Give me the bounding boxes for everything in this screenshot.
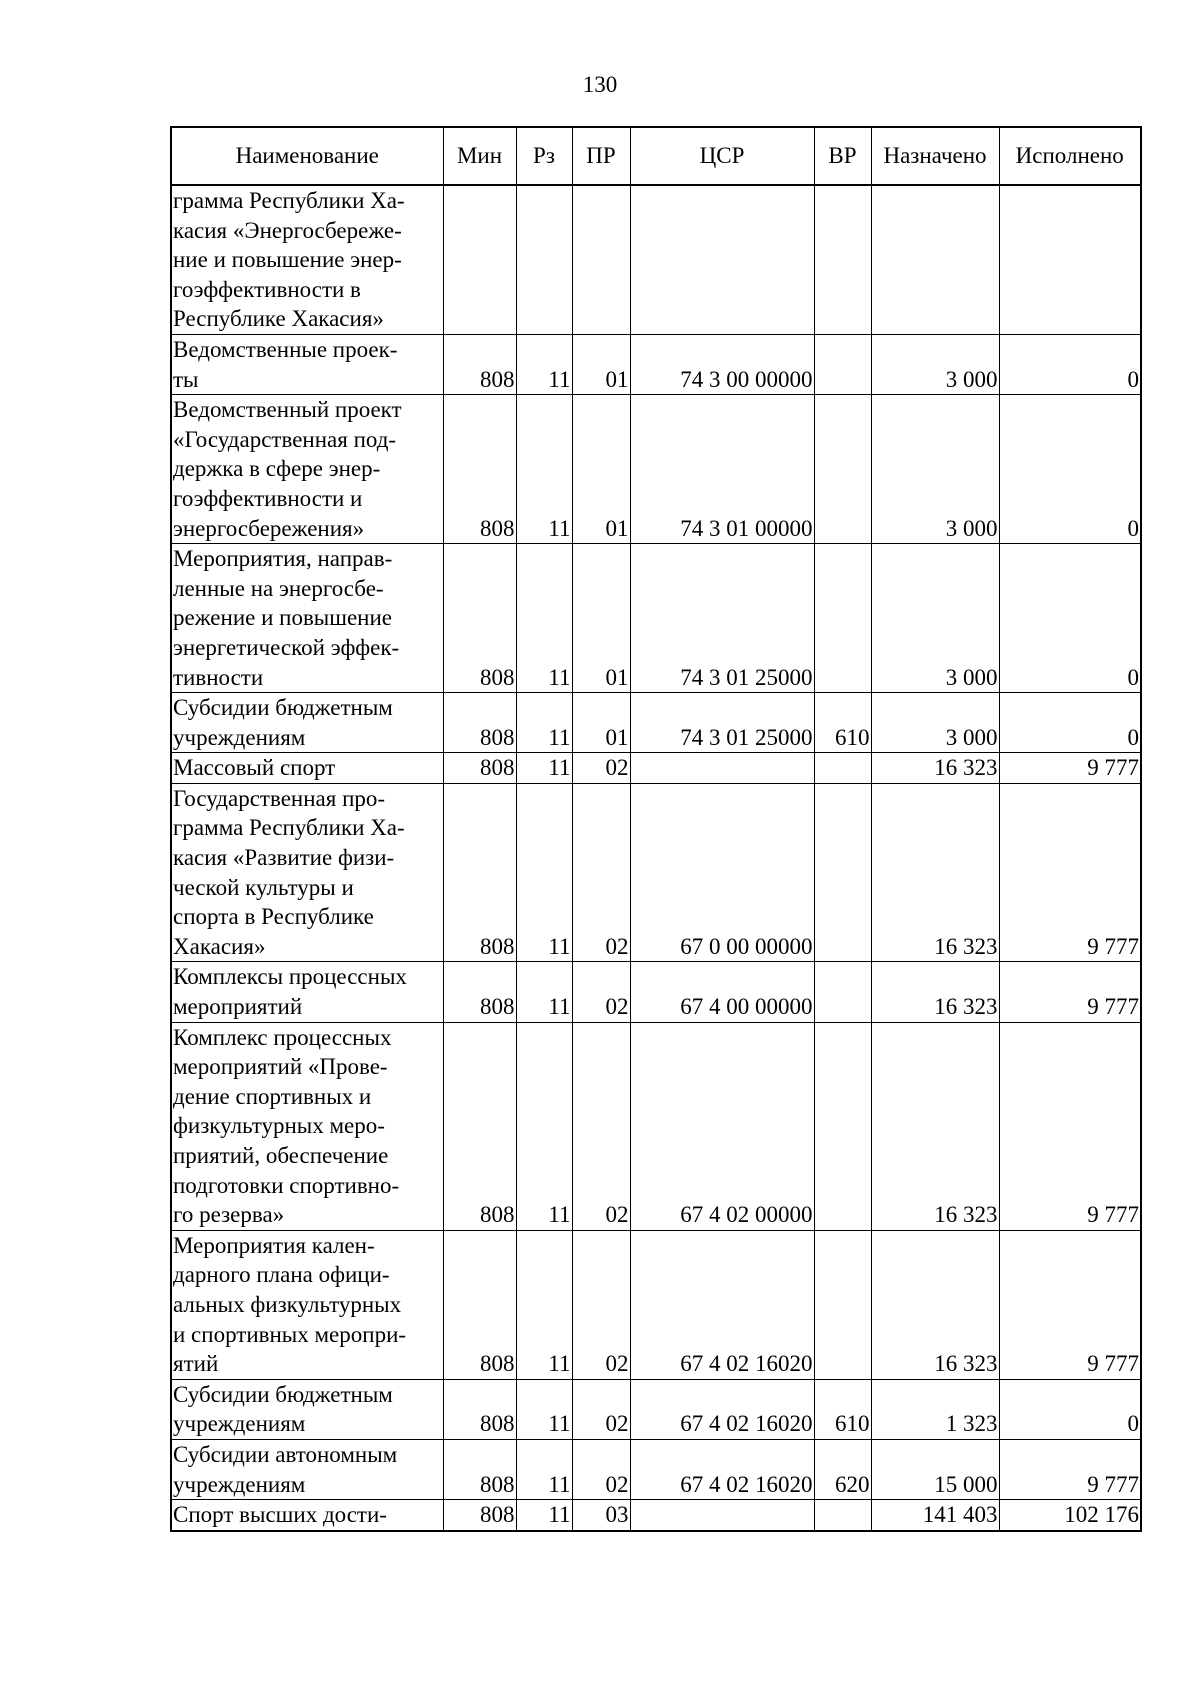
cell-csr: 67 4 00 00000 bbox=[630, 962, 814, 1022]
name-line: и спортивных меропри- bbox=[173, 1321, 407, 1347]
cell-assigned: 15 000 bbox=[871, 1439, 999, 1499]
name-line: физкультурных меро- bbox=[173, 1113, 385, 1139]
table-header-row bbox=[171, 127, 1141, 185]
cell-pr: 02 bbox=[572, 783, 630, 962]
name-line: учреждениям bbox=[173, 724, 306, 750]
name-line: Спорт высших дости- bbox=[173, 1502, 387, 1528]
cell-vr bbox=[814, 334, 871, 394]
cell-name bbox=[171, 753, 443, 784]
cell-min: 808 bbox=[443, 334, 516, 394]
name-line: ятий bbox=[173, 1351, 219, 1377]
cell-vr bbox=[814, 185, 871, 334]
cell-name bbox=[171, 1439, 443, 1499]
cell-pr: 01 bbox=[572, 693, 630, 753]
name-line: учреждениям bbox=[173, 1411, 306, 1437]
cell-min: 808 bbox=[443, 783, 516, 962]
cell-min: 808 bbox=[443, 395, 516, 544]
name-line: ние и повышение энер- bbox=[173, 247, 402, 273]
name-line: Субсидии автономным bbox=[173, 1441, 398, 1467]
cell-vr bbox=[814, 1500, 871, 1531]
cell-executed: 0 bbox=[999, 693, 1141, 753]
name-line: тивности bbox=[173, 664, 264, 690]
cell-name bbox=[171, 783, 443, 962]
name-line: Ведомственный проект bbox=[173, 397, 402, 423]
cell-assigned: 3 000 bbox=[871, 544, 999, 693]
cell-vr bbox=[814, 395, 871, 544]
table-row bbox=[171, 334, 1141, 394]
cell-pr: 02 bbox=[572, 1230, 630, 1379]
cell-csr bbox=[630, 185, 814, 334]
cell-executed: 9 777 bbox=[999, 783, 1141, 962]
name-line: грамма Республики Ха- bbox=[173, 815, 405, 841]
cell-name bbox=[171, 693, 443, 753]
name-line: Массовый спорт bbox=[173, 755, 336, 781]
page-number: 130 bbox=[582, 72, 618, 97]
cell-vr bbox=[814, 544, 871, 693]
cell-min: 808 bbox=[443, 753, 516, 784]
name-line: Комплексы процессных bbox=[173, 964, 407, 990]
cell-vr bbox=[814, 962, 871, 1022]
header-min: Мин bbox=[443, 127, 516, 185]
cell-executed: 0 bbox=[999, 544, 1141, 693]
cell-assigned: 16 323 bbox=[871, 962, 999, 1022]
cell-vr: 620 bbox=[814, 1439, 871, 1499]
cell-vr bbox=[814, 783, 871, 962]
cell-rz: 11 bbox=[516, 783, 572, 962]
cell-min: 808 bbox=[443, 544, 516, 693]
cell-min: 808 bbox=[443, 1022, 516, 1230]
cell-min: 808 bbox=[443, 693, 516, 753]
cell-rz: 11 bbox=[516, 962, 572, 1022]
table-row bbox=[171, 753, 1141, 784]
name-line: альных физкультурных bbox=[173, 1291, 402, 1317]
name-line: мероприятий «Прове- bbox=[173, 1054, 388, 1080]
name-line: ленные на энергосбе- bbox=[173, 575, 384, 601]
cell-rz: 11 bbox=[516, 1230, 572, 1379]
cell-name bbox=[171, 544, 443, 693]
name-line: приятий, обеспечение bbox=[173, 1143, 389, 1168]
name-line: гоэффективности в bbox=[173, 276, 361, 302]
cell-executed: 0 bbox=[999, 1379, 1141, 1439]
table-row bbox=[171, 395, 1141, 544]
cell-csr: 74 3 01 25000 bbox=[630, 544, 814, 693]
cell-assigned: 16 323 bbox=[871, 1022, 999, 1230]
name-line: держка в сфере энер- bbox=[173, 456, 381, 482]
name-line: го резерва» bbox=[173, 1202, 285, 1228]
cell-vr bbox=[814, 753, 871, 784]
cell-pr: 02 bbox=[572, 1379, 630, 1439]
cell-vr: 610 bbox=[814, 1379, 871, 1439]
name-line: учреждениям bbox=[173, 1471, 306, 1497]
cell-executed: 102 176 bbox=[999, 1500, 1141, 1531]
cell-executed: 9 777 bbox=[999, 1230, 1141, 1379]
cell-rz: 11 bbox=[516, 693, 572, 753]
header-name: Наименование bbox=[171, 127, 443, 185]
name-line: мероприятий bbox=[173, 994, 303, 1020]
cell-csr: 74 3 01 00000 bbox=[630, 395, 814, 544]
name-line: дение спортивных и bbox=[173, 1083, 372, 1109]
cell-assigned: 3 000 bbox=[871, 395, 999, 544]
cell-executed: 0 bbox=[999, 395, 1141, 544]
name-line: Комплекс процессных bbox=[173, 1024, 392, 1050]
cell-min bbox=[443, 185, 516, 334]
cell-csr: 74 3 01 25000 bbox=[630, 693, 814, 753]
cell-executed: 9 777 bbox=[999, 962, 1141, 1022]
name-line: Субсидии бюджетным bbox=[173, 1381, 393, 1407]
cell-pr: 02 bbox=[572, 962, 630, 1022]
cell-name bbox=[171, 1022, 443, 1230]
cell-csr: 74 3 00 00000 bbox=[630, 334, 814, 394]
cell-rz bbox=[516, 185, 572, 334]
cell-assigned: 16 323 bbox=[871, 783, 999, 962]
cell-assigned: 16 323 bbox=[871, 753, 999, 784]
table-row bbox=[171, 1022, 1141, 1230]
name-line: Субсидии бюджетным bbox=[173, 695, 393, 721]
name-line: спорта в Республике bbox=[173, 904, 374, 930]
name-line: грамма Республики Ха- bbox=[173, 188, 405, 213]
cell-assigned: 3 000 bbox=[871, 693, 999, 753]
cell-name bbox=[171, 1230, 443, 1379]
cell-name bbox=[171, 395, 443, 544]
name-line: касия «Энергосбереже- bbox=[173, 217, 402, 243]
cell-min: 808 bbox=[443, 1439, 516, 1499]
name-line: Мероприятия, направ- bbox=[173, 546, 393, 572]
header-vr: ВР bbox=[814, 127, 871, 185]
table-row bbox=[171, 783, 1141, 962]
name-line: ты bbox=[173, 366, 199, 392]
table-row bbox=[171, 1439, 1141, 1499]
cell-executed bbox=[999, 185, 1141, 334]
cell-vr: 610 bbox=[814, 693, 871, 753]
cell-csr: 67 4 02 16020 bbox=[630, 1230, 814, 1379]
cell-executed: 9 777 bbox=[999, 753, 1141, 784]
name-line: энергосбережения» bbox=[173, 515, 365, 541]
cell-rz: 11 bbox=[516, 1500, 572, 1531]
cell-csr: 67 4 02 16020 bbox=[630, 1439, 814, 1499]
cell-min: 808 bbox=[443, 1500, 516, 1531]
table-row bbox=[171, 1379, 1141, 1439]
cell-assigned: 141 403 bbox=[871, 1500, 999, 1531]
cell-name bbox=[171, 962, 443, 1022]
cell-csr bbox=[630, 1500, 814, 1531]
cell-rz: 11 bbox=[516, 395, 572, 544]
cell-csr: 67 0 00 00000 bbox=[630, 783, 814, 962]
cell-csr: 67 4 02 00000 bbox=[630, 1022, 814, 1230]
cell-min: 808 bbox=[443, 1379, 516, 1439]
table-row bbox=[171, 544, 1141, 693]
cell-pr: 01 bbox=[572, 334, 630, 394]
cell-pr: 03 bbox=[572, 1500, 630, 1531]
cell-executed: 9 777 bbox=[999, 1022, 1141, 1230]
cell-vr bbox=[814, 1230, 871, 1379]
cell-pr: 02 bbox=[572, 753, 630, 784]
table-body bbox=[171, 185, 1141, 1531]
table-row bbox=[171, 962, 1141, 1022]
name-line: гоэффективности и bbox=[173, 485, 363, 511]
cell-rz: 11 bbox=[516, 1022, 572, 1230]
cell-assigned: 16 323 bbox=[871, 1230, 999, 1379]
cell-assigned bbox=[871, 185, 999, 334]
table-row bbox=[171, 1230, 1141, 1379]
table-row bbox=[171, 1500, 1141, 1531]
name-line: Ведомственные проек- bbox=[173, 336, 398, 362]
cell-rz: 11 bbox=[516, 544, 572, 693]
header-assigned: Назначено bbox=[871, 127, 999, 185]
cell-rz: 11 bbox=[516, 1439, 572, 1499]
cell-pr: 02 bbox=[572, 1022, 630, 1230]
name-line: подготовки спортивно- bbox=[173, 1172, 400, 1198]
cell-assigned: 3 000 bbox=[871, 334, 999, 394]
name-line: Мероприятия кален- bbox=[173, 1232, 375, 1258]
cell-rz: 11 bbox=[516, 753, 572, 784]
cell-executed: 0 bbox=[999, 334, 1141, 394]
cell-name bbox=[171, 1500, 443, 1531]
cell-pr bbox=[572, 185, 630, 334]
cell-pr: 02 bbox=[572, 1439, 630, 1499]
cell-rz: 11 bbox=[516, 1379, 572, 1439]
name-line: Государственная про- bbox=[173, 785, 386, 811]
header-csr: ЦСР bbox=[630, 127, 814, 185]
cell-name bbox=[171, 1379, 443, 1439]
budget-table bbox=[170, 126, 1142, 1532]
name-line: ческой культуры и bbox=[173, 874, 354, 900]
name-line: дарного плана офици- bbox=[173, 1262, 390, 1288]
table-row bbox=[171, 693, 1141, 753]
cell-csr bbox=[630, 753, 814, 784]
cell-pr: 01 bbox=[572, 544, 630, 693]
cell-executed: 9 777 bbox=[999, 1439, 1141, 1499]
name-line: Хакасия» bbox=[173, 933, 266, 959]
cell-vr bbox=[814, 1022, 871, 1230]
name-line: энергетической эффек- bbox=[173, 634, 400, 660]
header-rz: Рз bbox=[516, 127, 572, 185]
name-line: Республике Хакасия» bbox=[173, 306, 384, 332]
cell-min: 808 bbox=[443, 1230, 516, 1379]
header-pr: ПР bbox=[572, 127, 630, 185]
cell-csr: 67 4 02 16020 bbox=[630, 1379, 814, 1439]
table-row bbox=[171, 185, 1141, 334]
name-line: «Государственная под- bbox=[173, 426, 397, 452]
header-executed: Исполнено bbox=[999, 127, 1141, 185]
cell-pr: 01 bbox=[572, 395, 630, 544]
name-line: режение и повышение bbox=[173, 605, 393, 631]
cell-name bbox=[171, 334, 443, 394]
name-line: касия «Развитие физи- bbox=[173, 845, 395, 871]
cell-min: 808 bbox=[443, 962, 516, 1022]
cell-name bbox=[171, 185, 443, 334]
cell-assigned: 1 323 bbox=[871, 1379, 999, 1439]
cell-rz: 11 bbox=[516, 334, 572, 394]
